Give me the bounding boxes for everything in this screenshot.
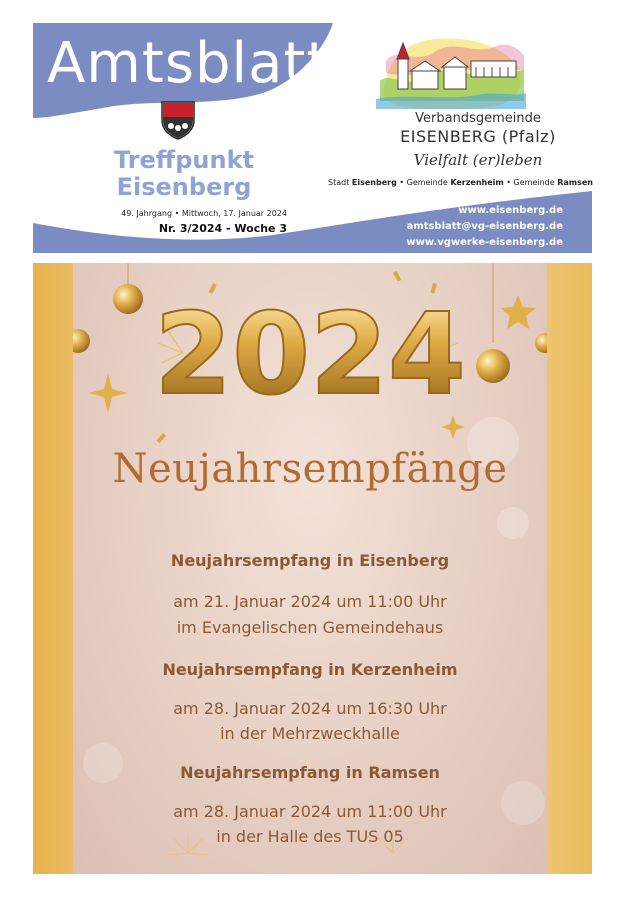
website-link[interactable]: www.eisenberg.de — [458, 205, 563, 216]
event-date: am 28. Januar 2024 um 16:30 Uhr — [173, 699, 447, 718]
ornament-ball-icon — [113, 284, 143, 314]
ornament-ball-icon — [476, 349, 510, 383]
website2-link[interactable]: www.vgwerke-eisenberg.de — [406, 237, 563, 248]
event-venue: im Evangelischen Gemeindehaus — [176, 618, 444, 637]
municipality-prefix: Gemeinde — [406, 178, 448, 187]
event-date: am 21. Januar 2024 um 11:00 Uhr — [173, 592, 447, 611]
star-icon — [500, 295, 536, 329]
new-year-poster — [73, 263, 547, 874]
vg-motto: Vielfalt (er)leben — [413, 151, 543, 169]
title-line-2: Eisenberg — [116, 173, 252, 201]
poster-headline: Neujahrsempfänge — [112, 446, 508, 492]
ornament-ball-icon — [73, 329, 90, 353]
year-balloon-text: 2024 — [154, 290, 466, 420]
issue-date: 49. Jahrgang • Mittwoch, 17. Januar 2024 — [121, 209, 287, 218]
municipality-prefix: Stadt — [328, 178, 350, 187]
event-title: Neujahrsempfang in Ramsen — [180, 763, 440, 782]
vg-name-line-1: Verbandsgemeinde — [415, 111, 541, 126]
event-title: Neujahrsempfang in Eisenberg — [170, 551, 450, 570]
issue-number: Nr. 3/2024 - Woche 3 — [158, 222, 287, 235]
verbandsgemeinde-logo — [376, 31, 526, 113]
star-icon — [89, 373, 127, 413]
masthead-title: Amtsblatt — [47, 31, 330, 96]
municipality-name: Ramsen — [557, 178, 593, 187]
title-line-1: Treffpunkt — [113, 146, 255, 174]
event-venue: in der Halle des TUS 05 — [216, 827, 404, 846]
town-crest-icon — [160, 100, 196, 140]
municipality-prefix: Gemeinde — [513, 178, 555, 187]
email-link[interactable]: amtsblatt@vg-eisenberg.de — [406, 221, 563, 232]
event-title: Neujahrsempfang in Kerzenheim — [162, 660, 458, 679]
event-venue: in der Mehrzweckhalle — [220, 724, 400, 743]
municipality-name: Kerzenheim — [450, 178, 504, 187]
masthead-header — [33, 23, 592, 253]
municipalities-line: Stadt Eisenberg • Gemeinde Kerzenheim • Gemeinde Ramsen — [328, 178, 593, 187]
ornament-ball-icon — [535, 333, 547, 353]
event-date: am 28. Januar 2024 um 11:00 Uhr — [173, 802, 447, 821]
vg-name-line-2: EISENBERG (Pfalz) — [400, 127, 556, 146]
publication-title — [94, 147, 274, 201]
municipality-name: Eisenberg — [351, 178, 397, 187]
contact-block — [363, 203, 563, 251]
